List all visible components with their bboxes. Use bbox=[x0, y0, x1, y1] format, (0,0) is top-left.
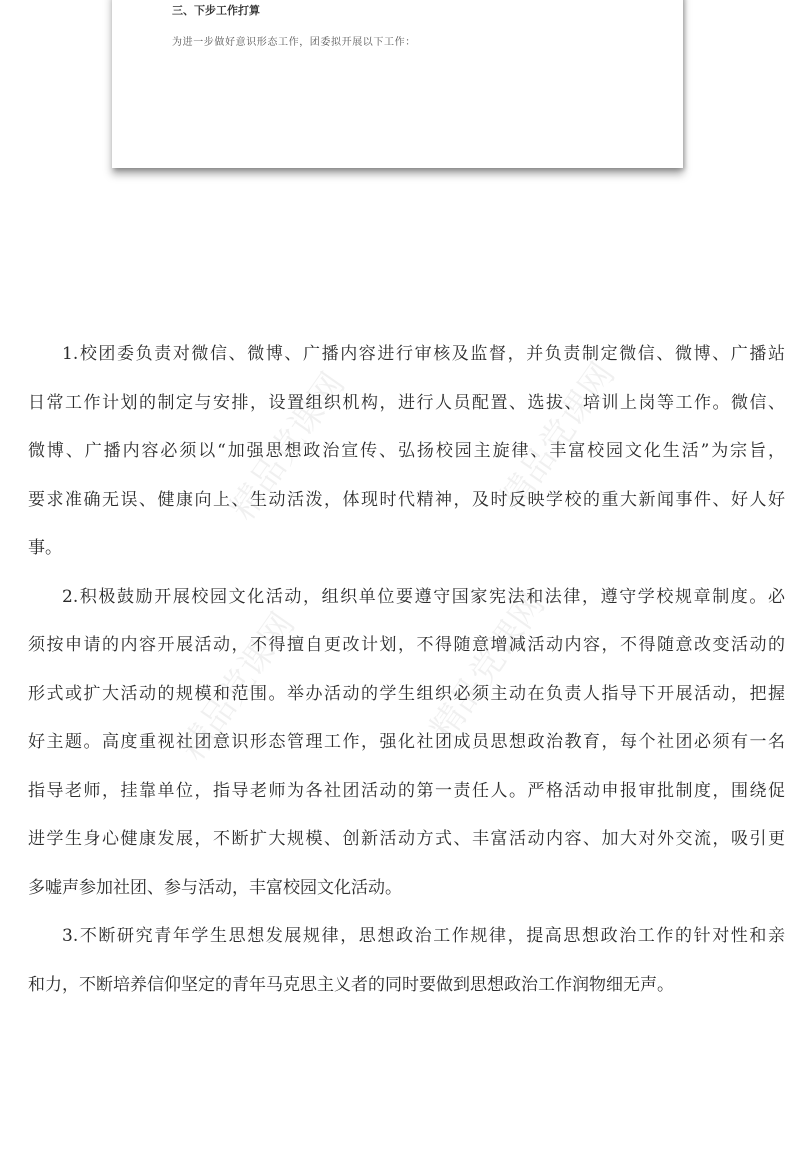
document-body bbox=[28, 330, 785, 1009]
section-heading: 三、下步工作打算 bbox=[172, 4, 260, 17]
paragraph bbox=[28, 573, 785, 913]
paragraph-line: 指导老师，挂靠单位，指导老师为各社团活动的第一责任人。严格活动申报审批制度，围绕促 bbox=[28, 780, 785, 801]
watermark: 精品党课网 bbox=[422, 585, 554, 748]
paragraph-line: 日常工作计划的制定与安排，设置组织机构，进行人员配置、选拔、培训上岗等工作。微信、 bbox=[28, 392, 785, 413]
section-intro: 为进一步做好意识形态工作，团委拟开展以下工作： bbox=[172, 37, 416, 48]
paragraph-line: 须按申请的内容开展活动，不得擅自更改计划，不得随意增减活动内容，不得随意改变活动的 bbox=[28, 635, 785, 655]
paragraph-line: 1.校团委负责对微信、微博、广播内容进行审核及监督，并负责制定微信、微博、广播站 bbox=[62, 344, 785, 364]
watermark: 精品党课网 bbox=[222, 365, 354, 528]
paragraph-line: 好主题。高度重视社团意识形态管理工作，强化社团成员思想政治教育，每个社团必须有一名 bbox=[28, 732, 785, 752]
paragraph-line: 和力，不断培养信仰坚定的青年马克思主义者的同时要做到思想政治工作润物细无声。 bbox=[28, 974, 674, 995]
watermark: 精品党课网 bbox=[492, 355, 624, 518]
paragraph-line: 进学生身心健康发展，不断扩大规模、创新活动方式、丰富活动内容、加大对外交流，吸引更 bbox=[28, 829, 785, 849]
paragraph-line: 3.不断研究青年学生思想发展规律，思想政治工作规律，提高思想政治工作的针对性和亲 bbox=[62, 926, 785, 946]
watermark: 精品党课网 bbox=[172, 605, 304, 768]
paragraph bbox=[28, 330, 785, 573]
paragraph-line: 要求准确无误、健康向上、生动活泼，体现时代精神，及时反映学校的重大新闻事件、好人好 bbox=[28, 489, 785, 510]
paragraph-line: 形式或扩大活动的规模和范围。举办活动的学生组织必须主动在负责人指导下开展活动，把握 bbox=[28, 683, 785, 704]
document-page-preview bbox=[112, 0, 683, 168]
paragraph bbox=[28, 912, 785, 1009]
paragraph-line: 2.积极鼓励开展校园文化活动，组织单位要遵守国家宪法和法律，遵守学校规章制度。必 bbox=[62, 586, 785, 607]
paragraph-line: 微博、广播内容必须以“加强思想政治宣传、弘扬校园主旋律、丰富校园文化生活”为宗旨， bbox=[28, 441, 785, 461]
paragraph-line: 多嘘声参加社团、参与活动，丰富校园文化活动。 bbox=[28, 877, 402, 898]
paragraph-line: 事。 bbox=[28, 538, 62, 558]
